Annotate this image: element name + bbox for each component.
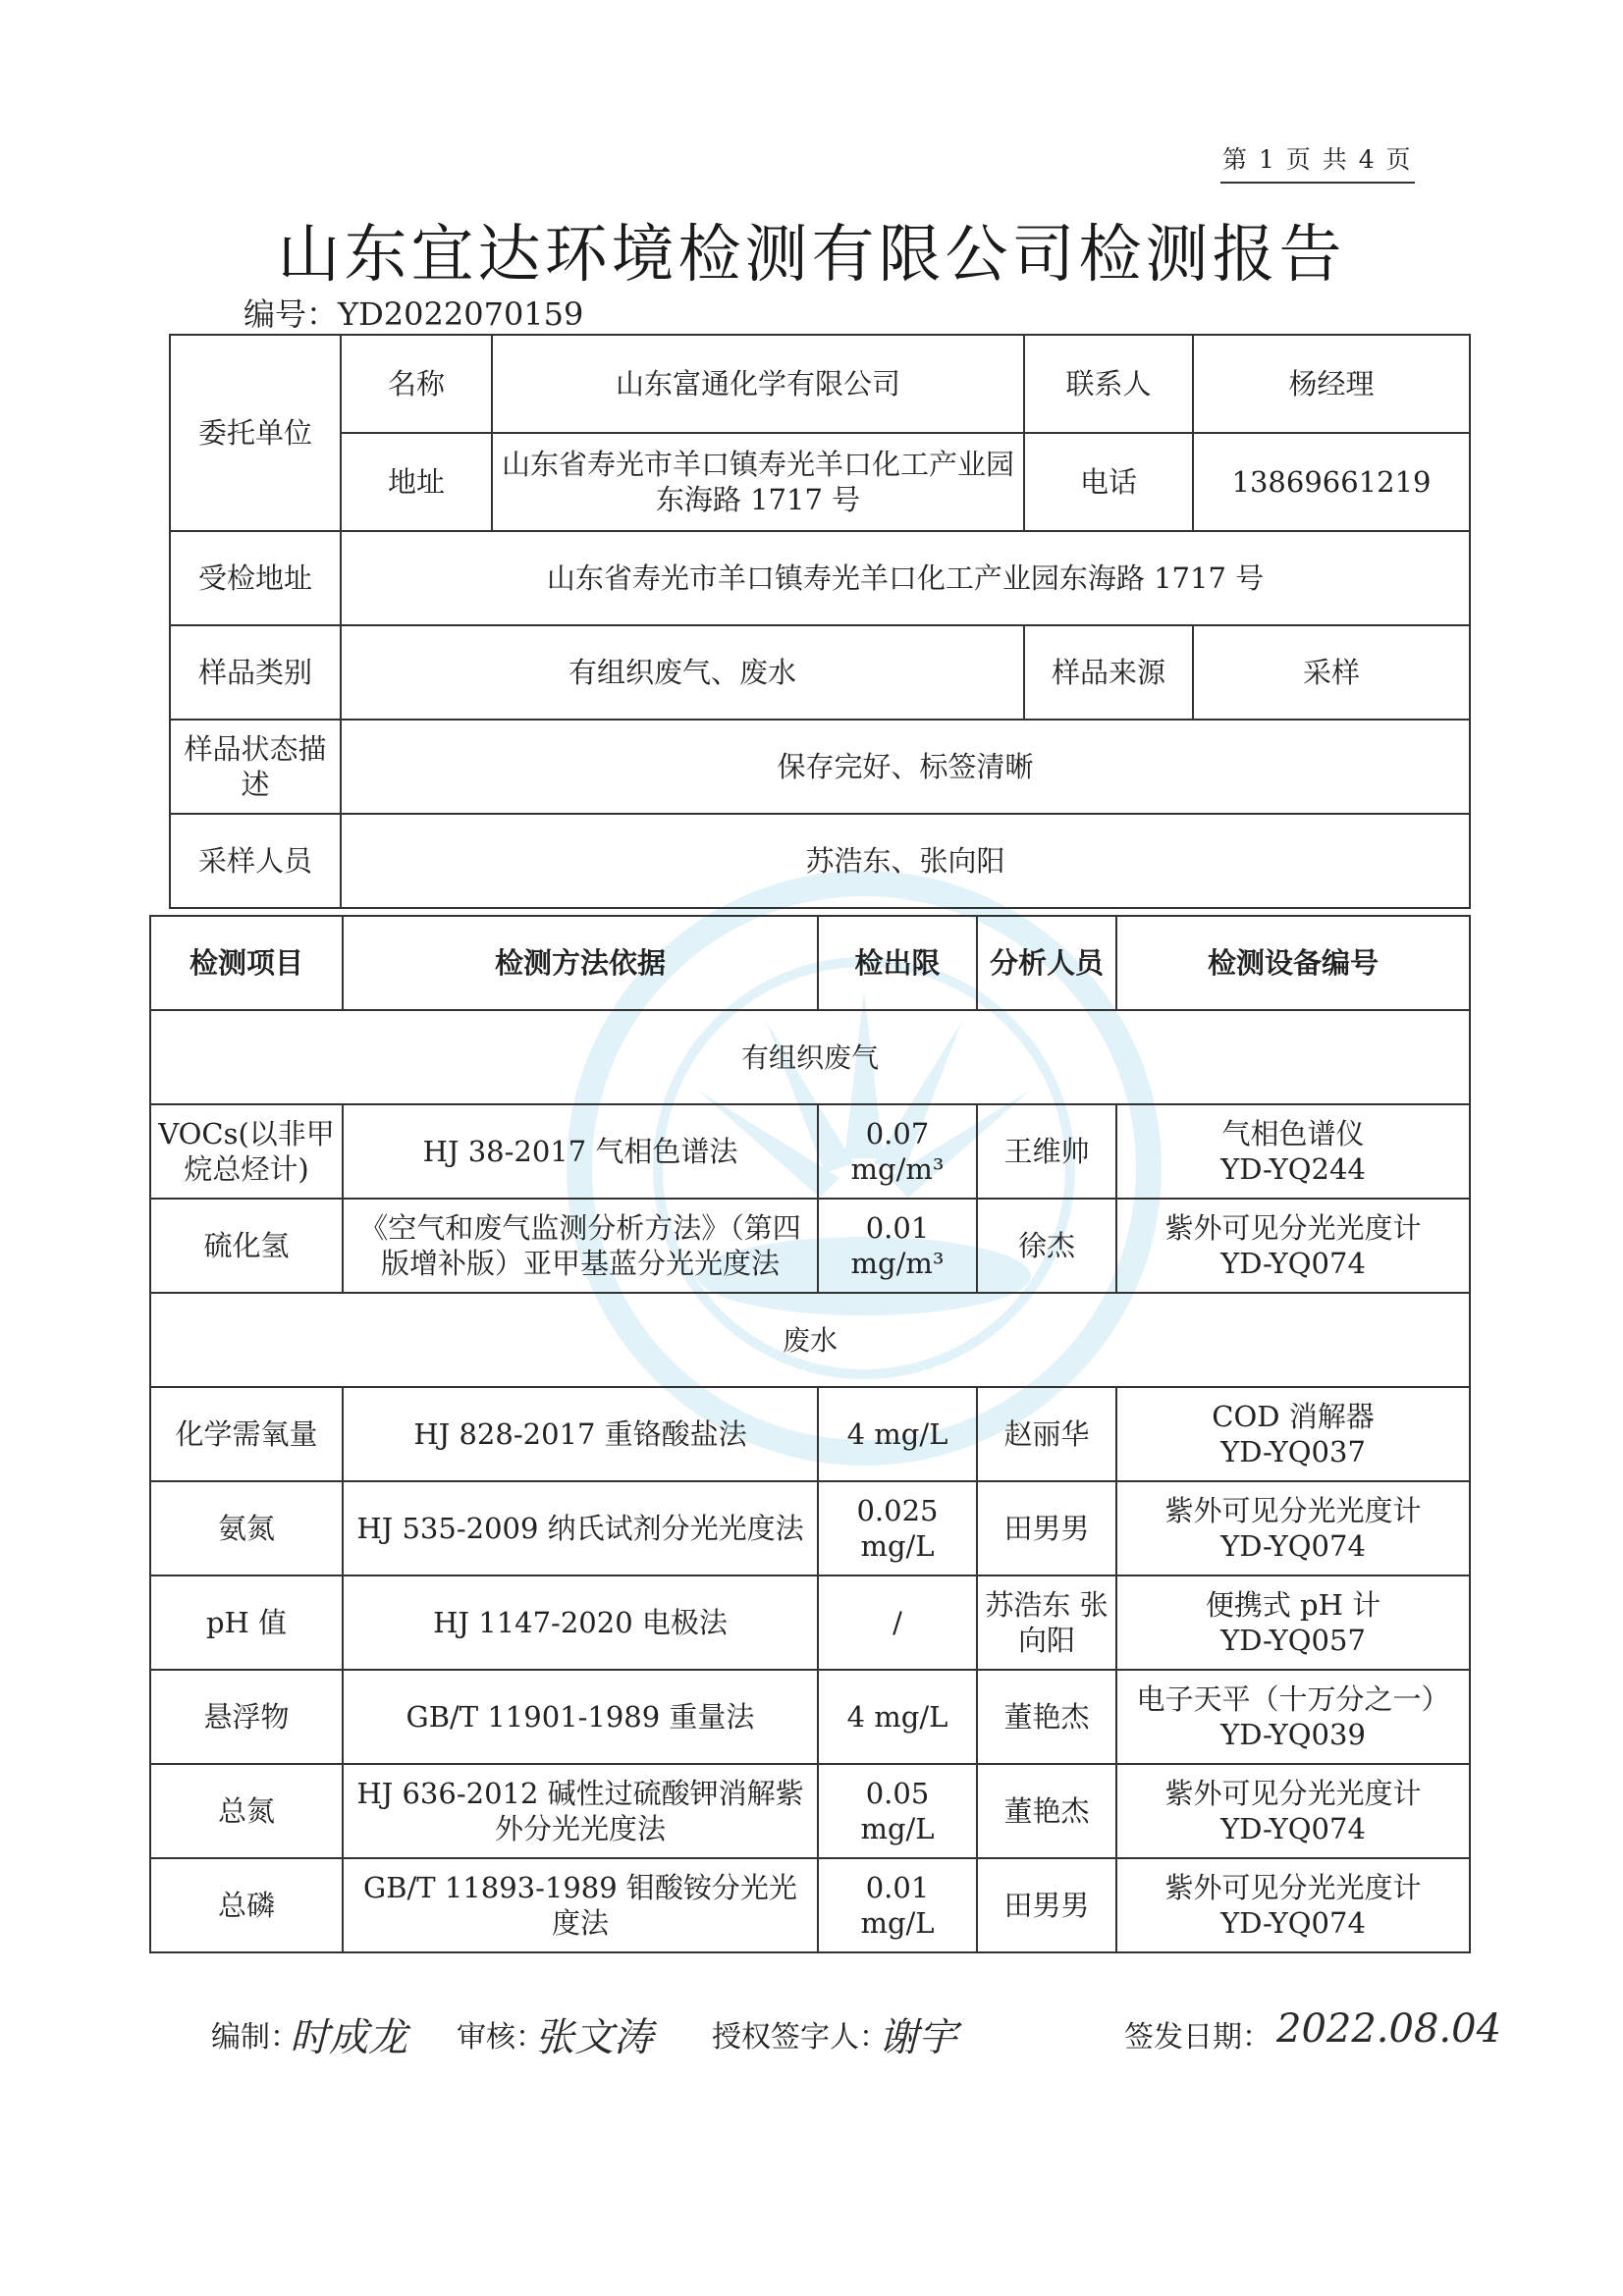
section-title: 废水 — [150, 1293, 1470, 1387]
client-name: 山东富通化学有限公司 — [492, 335, 1024, 433]
cell-item: 总氮 — [150, 1764, 343, 1858]
cell-method: 《空气和废气监测分析方法》（第四版增补版）亚甲基蓝分光光度法 — [343, 1199, 818, 1293]
cell-method: HJ 38-2017 气相色谱法 — [343, 1104, 818, 1199]
cell-analyst: 田男男 — [977, 1481, 1116, 1575]
cell-limit: 0.025 mg/L — [818, 1481, 977, 1575]
method-table — [149, 915, 1471, 1953]
reviewed-signature: 张文涛 — [535, 2015, 653, 2060]
cell-analyst: 董艳杰 — [977, 1764, 1116, 1858]
cell-equipment — [1116, 1670, 1470, 1764]
cell-limit: 0.07 mg/m³ — [818, 1104, 977, 1199]
column-header: 检出限 — [818, 916, 977, 1010]
cell-equipment — [1116, 1387, 1470, 1481]
phone-value: 13869661219 — [1193, 433, 1470, 531]
sampler-value: 苏浩东、张向阳 — [341, 814, 1470, 908]
sample-source-value: 采样 — [1193, 625, 1470, 720]
signature-row — [211, 1973, 1507, 2091]
site-address: 山东省寿光市羊口镇寿光羊口化工产业园东海路 1717 号 — [341, 531, 1470, 625]
equipment-id: YD-YQ057 — [1220, 1624, 1366, 1657]
column-header: 检测方法依据 — [343, 916, 818, 1010]
cell-analyst: 徐杰 — [977, 1199, 1116, 1293]
section-title: 有组织废气 — [150, 1010, 1470, 1104]
equipment-name: 气相色谱仪 — [1221, 1116, 1365, 1150]
cell-equipment — [1116, 1481, 1470, 1575]
cell-item: 总磷 — [150, 1858, 343, 1952]
cell-limit: 0.01 mg/m³ — [818, 1199, 977, 1293]
equipment-id: YD-YQ074 — [1220, 1812, 1366, 1845]
sample-source-label: 样品来源 — [1024, 625, 1193, 720]
equipment-name: 紫外可见分光光度计 — [1164, 1776, 1422, 1810]
report-number: 编号：YD2022070159 — [243, 295, 584, 333]
cell-analyst: 苏浩东 张向阳 — [977, 1575, 1116, 1670]
equipment-id: YD-YQ244 — [1220, 1152, 1366, 1186]
cell-item: 悬浮物 — [150, 1670, 343, 1764]
sample-type-value: 有组织废气、废水 — [341, 625, 1024, 720]
cell-equipment — [1116, 1764, 1470, 1858]
authorized-signature: 谢宇 — [879, 2015, 957, 2060]
client-label: 委托单位 — [170, 335, 341, 531]
sample-state-label: 样品状态描述 — [170, 720, 341, 814]
cell-item: 氨氮 — [150, 1481, 343, 1575]
contact-value: 杨经理 — [1193, 335, 1470, 433]
sample-state-value: 保存完好、标签清晰 — [341, 720, 1470, 814]
cell-limit: 0.05 mg/L — [818, 1764, 977, 1858]
cell-limit: 0.01 mg/L — [818, 1858, 977, 1952]
equipment-name: 紫外可见分光光度计 — [1164, 1493, 1422, 1527]
cell-analyst: 王维帅 — [977, 1104, 1116, 1199]
section-row — [150, 1293, 1470, 1387]
equipment-name: 便携式 pH 计 — [1205, 1587, 1381, 1622]
method-row — [150, 1858, 1470, 1952]
cell-method: HJ 535-2009 纳氏试剂分光光度法 — [343, 1481, 818, 1575]
address-label: 地址 — [341, 433, 492, 531]
cell-item: 化学需氧量 — [150, 1387, 343, 1481]
cell-item: VOCs(以非甲烷总烃计) — [150, 1104, 343, 1199]
cell-item: pH 值 — [150, 1575, 343, 1670]
equipment-id: YD-YQ039 — [1220, 1718, 1366, 1751]
phone-label: 电话 — [1024, 433, 1193, 531]
cell-method: GB/T 11893-1989 钼酸铵分光光度法 — [343, 1858, 818, 1952]
cell-method: HJ 1147-2020 电极法 — [343, 1575, 818, 1670]
equipment-id: YD-YQ074 — [1220, 1529, 1366, 1563]
cell-analyst: 董艳杰 — [977, 1670, 1116, 1764]
cell-equipment — [1116, 1104, 1470, 1199]
cell-analyst: 赵丽华 — [977, 1387, 1116, 1481]
name-label: 名称 — [341, 335, 492, 433]
equipment-name: 紫外可见分光光度计 — [1164, 1210, 1422, 1245]
method-row — [150, 1575, 1470, 1670]
cell-method: GB/T 11901-1989 重量法 — [343, 1670, 818, 1764]
method-row — [150, 1104, 1470, 1199]
page-indicator: 第 1 页 共 4 页 — [1220, 140, 1415, 184]
column-header: 检测设备编号 — [1116, 916, 1470, 1010]
cell-method: HJ 636-2012 碱性过硫酸钾消解紫外分光光度法 — [343, 1764, 818, 1858]
section-row — [150, 1010, 1470, 1104]
column-header: 分析人员 — [977, 916, 1116, 1010]
compiled-signature: 时成龙 — [290, 2015, 407, 2060]
sampler-label: 采样人员 — [170, 814, 341, 908]
sample-type-label: 样品类别 — [170, 625, 341, 720]
cell-equipment — [1116, 1575, 1470, 1670]
cell-limit: 4 mg/L — [818, 1670, 977, 1764]
method-row — [150, 1387, 1470, 1481]
method-row — [150, 1481, 1470, 1575]
equipment-id: YD-YQ037 — [1220, 1435, 1366, 1468]
compiled-label: 编制： — [211, 2020, 299, 2055]
equipment-id: YD-YQ074 — [1220, 1906, 1366, 1940]
cell-analyst: 田男男 — [977, 1858, 1116, 1952]
client-info-table — [169, 334, 1471, 909]
site-label: 受检地址 — [170, 531, 341, 625]
column-header: 检测项目 — [150, 916, 343, 1010]
contact-label: 联系人 — [1024, 335, 1193, 433]
cell-limit: / — [818, 1575, 977, 1670]
authorized-label: 授权签字人： — [712, 2020, 889, 2055]
equipment-id: YD-YQ074 — [1220, 1247, 1366, 1280]
report-title: 山东宜达环境检测有限公司检测报告 — [277, 219, 1346, 292]
equipment-name: 紫外可见分光光度计 — [1164, 1870, 1422, 1904]
method-header-row — [150, 916, 1470, 1010]
equipment-name: COD 消解器 — [1212, 1399, 1375, 1433]
cell-method: HJ 828-2017 重铬酸盐法 — [343, 1387, 818, 1481]
method-row — [150, 1670, 1470, 1764]
cell-equipment — [1116, 1858, 1470, 1952]
method-row — [150, 1764, 1470, 1858]
cell-item: 硫化氢 — [150, 1199, 343, 1293]
cell-equipment — [1116, 1199, 1470, 1293]
issue-date-label: 签发日期： — [1124, 2020, 1271, 2055]
cell-limit: 4 mg/L — [818, 1387, 977, 1481]
issue-date: 2022.08.04 — [1276, 2006, 1502, 2052]
method-row — [150, 1199, 1470, 1293]
client-address: 山东省寿光市羊口镇寿光羊口化工产业园东海路 1717 号 — [492, 433, 1024, 531]
method-table-body — [150, 916, 1470, 1952]
equipment-name: 电子天平（十万分之一） — [1136, 1682, 1450, 1716]
reviewed-label: 审核： — [457, 2020, 545, 2055]
